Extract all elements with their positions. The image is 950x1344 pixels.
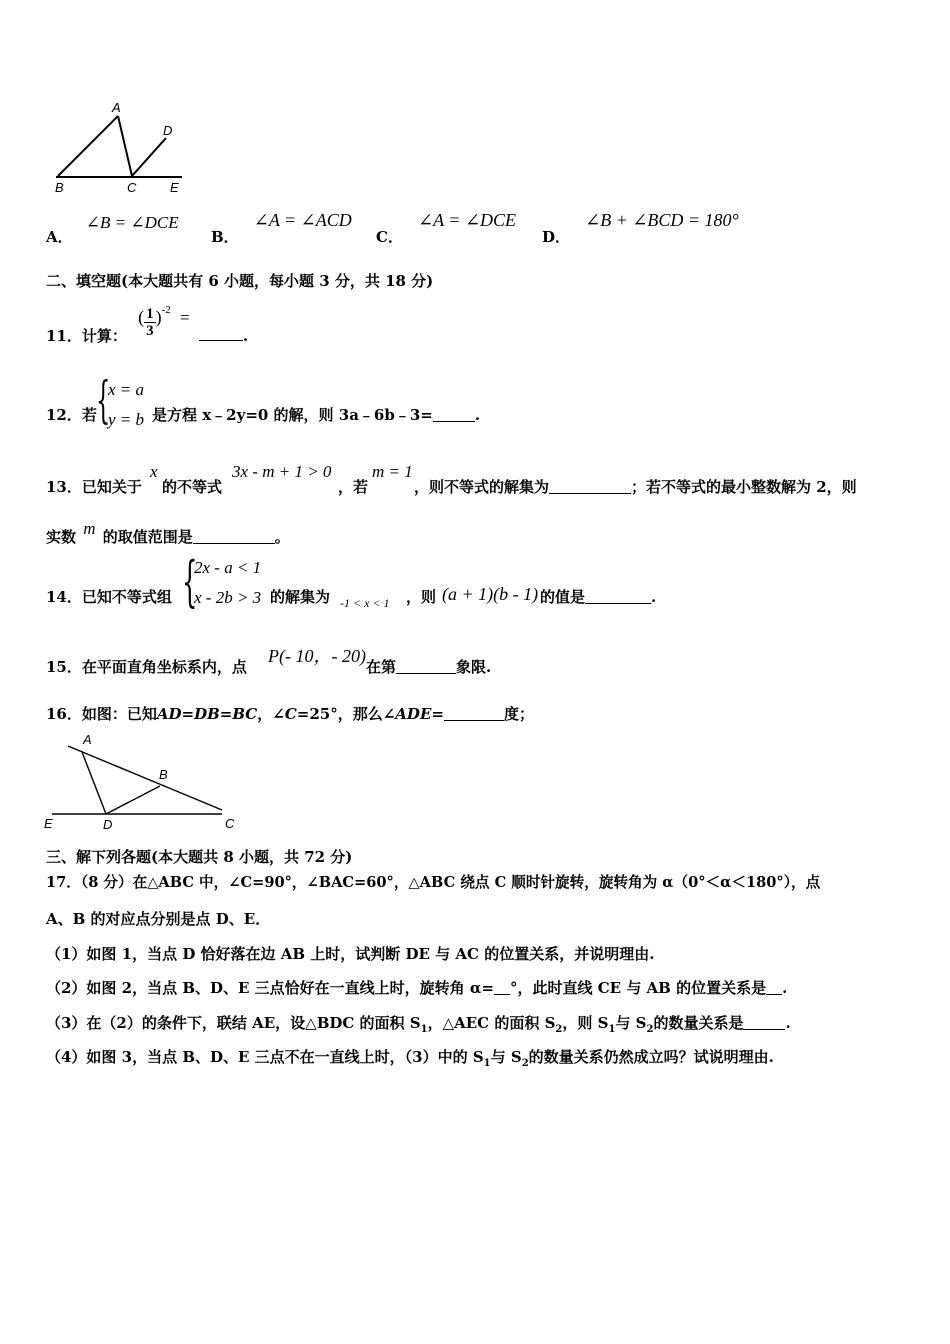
- q17-p4c: 的数量关系仍然成立吗？试说明理由.: [528, 1048, 774, 1066]
- q12-line2: y = b: [108, 410, 145, 429]
- q12-text: 是方程 x﹣2y=0 的解，则 3a﹣6b﹣3=: [152, 406, 433, 424]
- q17-part1: （1）如图 1，当点 D 恰好落在边 AB 上时，试判断 DE 与 AC 的位置关系，并说明理由.: [46, 945, 655, 963]
- option-a-expr: ∠B = ∠DCE: [85, 213, 179, 232]
- question-14: [46, 586, 172, 607]
- q14-blank[interactable]: [585, 589, 651, 604]
- q17-p3-sub1: 1: [420, 1024, 428, 1035]
- q11-exponent: -2: [161, 303, 171, 316]
- q15-t1: 在第: [366, 658, 397, 676]
- q13-rest: [414, 476, 857, 497]
- figure-top: [52, 98, 192, 198]
- q16-t1: ，∠: [257, 705, 285, 723]
- q17-p3-sub3: 1: [608, 1024, 616, 1035]
- option-a[interactable]: [46, 212, 179, 246]
- label-b: B: [159, 767, 168, 782]
- q17-p3-sub2: 2: [555, 1024, 563, 1035]
- q17-p3e: 的数量关系是: [653, 1014, 744, 1032]
- q14-brace: {: [182, 550, 198, 613]
- q12-prefix: 12．若: [46, 406, 97, 424]
- q15-blank[interactable]: [396, 659, 456, 674]
- q15-point: P(- 10，- 20): [268, 646, 366, 666]
- q15-rest: [366, 656, 491, 677]
- q12-line1: x = a: [108, 380, 145, 399]
- q17-p3d: 与 S: [615, 1014, 647, 1032]
- q17-p2a: （2）如图 2，当点 B、D、E 三点恰好在一直线上时，旋转角 α=: [46, 979, 494, 997]
- q13-t4: ；若不等式的最小整数解为 2，则: [631, 478, 857, 496]
- segment-ba: [58, 116, 118, 176]
- q11-equals: =: [180, 307, 190, 327]
- q11-close-paren: ): [155, 306, 162, 327]
- q17-p2b: °，此时直线 CE 与 AB 的位置关系是: [510, 979, 767, 997]
- q12-system: [96, 371, 156, 434]
- q12-blank[interactable]: [433, 407, 475, 422]
- q17-blank-relation[interactable]: [766, 980, 782, 995]
- option-c-expr: ∠A = ∠DCE: [418, 210, 517, 230]
- label-c: C: [127, 180, 137, 195]
- label-d: D: [163, 123, 173, 138]
- q14-rest: [540, 586, 656, 607]
- q13-inequality: 3x - m + 1 > 0: [232, 462, 332, 481]
- q11-open-paren: (: [138, 306, 145, 327]
- q11-fraction: [144, 306, 156, 339]
- label-e: E: [44, 816, 53, 831]
- q13-line2-a: 实数: [46, 528, 77, 546]
- q16-eq: AD=DB=BC: [156, 705, 258, 723]
- q17-blank-s[interactable]: [743, 1015, 785, 1030]
- q14-t1: 的解集为: [270, 588, 331, 606]
- option-a-letter: A．: [46, 228, 73, 246]
- option-c-letter: C．: [376, 228, 403, 246]
- option-b-expr: ∠A = ∠ACD: [253, 210, 352, 230]
- q13-line2-end: 。: [274, 528, 290, 546]
- segment-ac: [68, 746, 222, 810]
- q17-p4-sub1: 1: [483, 1058, 491, 1069]
- option-c[interactable]: [376, 210, 517, 246]
- question-11: [46, 298, 249, 345]
- q15-prefix: 15．在平面直角坐标系内，点: [46, 658, 247, 676]
- segment-ac: [118, 116, 132, 176]
- q16-blank[interactable]: [444, 706, 504, 721]
- q17-line1: 17．（8 分）在△ABC 中，∠C=90°，∠BAC=60°，△ABC 绕点 C 顺时针旋转，旋转角为 α（0°＜α＜180°），点: [46, 874, 821, 891]
- q12-suffix: .: [474, 406, 481, 424]
- q17-p4-sub2: 2: [521, 1058, 529, 1069]
- q17-p3c: ，则 S: [562, 1014, 609, 1032]
- label-a: A: [83, 732, 92, 747]
- q17-p3b: ，△AEC 的面积 S: [427, 1014, 556, 1032]
- q11-numerator: 1: [146, 306, 154, 322]
- segment-cd: [132, 138, 166, 176]
- q13-m-value: m = 1: [372, 462, 413, 481]
- option-b[interactable]: [211, 210, 352, 246]
- q14-prefix: 14．已知不等式组: [46, 588, 172, 606]
- q13-t1: 的不等式: [162, 478, 223, 496]
- segment-db: [106, 786, 160, 814]
- q14-expr: (a + 1)(b - 1): [442, 584, 539, 604]
- question-16: [46, 703, 534, 724]
- q15-t2: 象限.: [456, 658, 492, 676]
- q11-denominator: 3: [146, 323, 154, 339]
- q14-suffix: .: [651, 588, 657, 606]
- q12-brace: {: [96, 371, 111, 429]
- q17-p3-sub4: 2: [646, 1024, 654, 1035]
- q17-p4b: 与 S: [490, 1048, 522, 1066]
- q14-range: -1 < x < 1: [340, 596, 390, 610]
- q17-p2c: .: [782, 979, 788, 997]
- option-d-letter: D．: [542, 228, 571, 246]
- question-13: [46, 476, 142, 497]
- q14-line1: 2x - a < 1: [194, 558, 262, 577]
- segment-ad: [82, 752, 106, 814]
- q13-blank-2[interactable]: [193, 529, 275, 544]
- q17-part2: [46, 977, 787, 998]
- q16-t2: =25°，那么∠: [296, 705, 396, 723]
- q16-t3: =: [431, 705, 444, 723]
- q13-t3: ，则不等式的解集为: [414, 478, 550, 496]
- label-b: B: [55, 180, 64, 195]
- q13-prefix: 13．已知关于: [46, 478, 142, 496]
- option-d[interactable]: [542, 210, 739, 246]
- q13-blank-1[interactable]: [549, 479, 631, 494]
- label-a: A: [112, 100, 121, 115]
- q17-p3a: （3）在（2）的条件下，联结 AE，设△BDC 的面积 S: [46, 1014, 421, 1032]
- section2-heading: 二、填空题(本大题共有 6 小题，每小题 3 分，共 18 分): [46, 272, 434, 290]
- option-d-expr: ∠B + ∠BCD = 180°: [585, 210, 739, 230]
- q14-t3: 的值是: [540, 588, 586, 606]
- q16-ade: ADE: [395, 705, 432, 723]
- q13-line2: [46, 519, 290, 547]
- question-12: [46, 404, 97, 425]
- q13-t2: ，若: [338, 478, 369, 496]
- label-c: C: [225, 816, 235, 831]
- q17-part3: [46, 1012, 791, 1035]
- figure-q16: [40, 728, 250, 832]
- q16-t4: 度；: [503, 705, 534, 723]
- q14-line2: x - 2b > 3: [194, 588, 262, 607]
- q13-m: m: [83, 519, 96, 538]
- q11-suffix: .: [242, 326, 249, 345]
- question-15: [46, 656, 247, 677]
- section3-heading: 三、解下列各题(本大题共 8 小题，共 72 分): [46, 848, 353, 866]
- q17-part4: [46, 1046, 774, 1069]
- q13-x: x: [150, 462, 158, 481]
- q17-line2: A、B 的对应点分别是点 D、E．: [46, 910, 271, 928]
- q14-system: [182, 550, 272, 616]
- q13-line2-b: 的取值范围是: [102, 528, 193, 546]
- q12-body: [152, 404, 480, 425]
- option-b-letter: B．: [211, 228, 239, 246]
- q16-prefix: 16．如图：已知: [46, 705, 157, 723]
- q14-t2: ，则: [406, 588, 437, 606]
- q17-p4a: （4）如图 3，当点 B、D、E 三点不在一直线上时，（3）中的 S: [46, 1048, 484, 1066]
- label-d: D: [103, 817, 113, 832]
- q11-blank[interactable]: [199, 326, 243, 341]
- label-e: E: [170, 180, 179, 195]
- q17-p3f: .: [785, 1014, 791, 1032]
- q17-blank-angle[interactable]: [494, 980, 510, 995]
- q11-prefix: 11．计算：: [46, 326, 127, 345]
- q16-c: C: [284, 705, 297, 723]
